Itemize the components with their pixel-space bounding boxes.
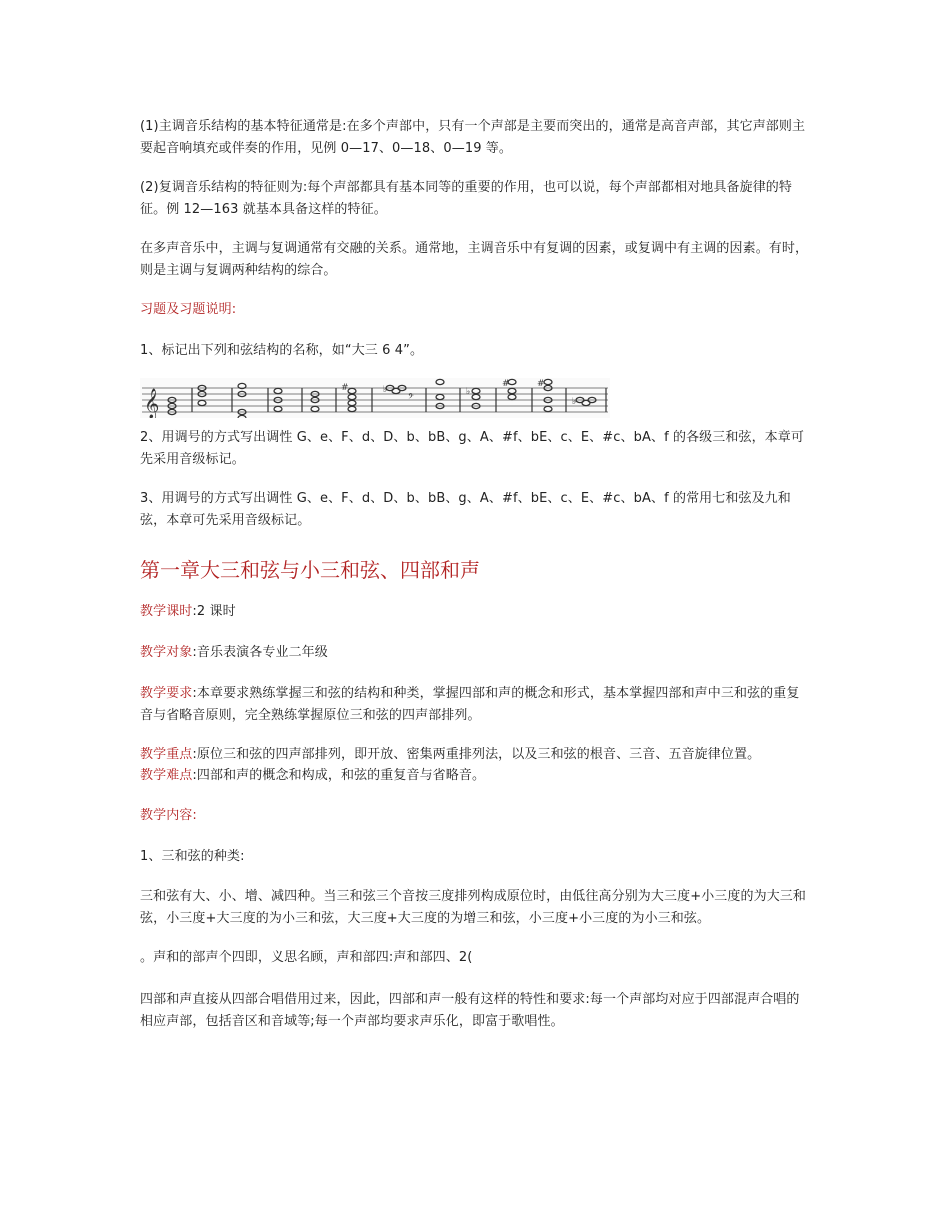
teaching-audience	[140, 642, 812, 664]
paragraph-polyphony: (2)复调音乐结构的特征则为:每个声部都具有基本同等的重要的作用，也可以说，每个声部都相对地具备旋律的特征。例 12—163 就基本具备这样的特征。	[140, 180, 792, 217]
svg-text:♭: ♭	[466, 387, 471, 397]
svg-text:#: #	[537, 379, 545, 389]
section-1-text: 三和弦有大、小、增、减四种。当三和弦三个音按三度排列构成原位时，由低往高分别为大三度+小三度的为大三和弦，小三度+大三度的为小三和弦，大三度+大三度的为增三和弦，小三度+小三度的为小三和弦。	[140, 889, 806, 926]
teaching-hours	[140, 601, 812, 623]
teaching-hours-label: 教学课时	[140, 604, 193, 619]
paragraph-homophony: (1)主调音乐结构的基本特征通常是:在多个声部中，只有一个声部是主要而突出的，通常是高音声部，其它声部则主要起音响填充或伴奏的作用，见例 0—17、0—18、0—19 等。	[140, 119, 806, 156]
teaching-focus-label: 教学重点	[140, 747, 193, 762]
teaching-focus	[140, 744, 812, 766]
teaching-hours-value: :2 课时	[192, 604, 236, 619]
svg-text:𝄢: 𝄢	[408, 393, 414, 403]
teaching-requirement	[140, 683, 812, 727]
teaching-difficulty-value: :四部和声的概念和构成，和弦的重复音与省略音。	[192, 768, 486, 783]
teaching-audience-label: 教学对象	[140, 645, 193, 660]
content-heading: 教学内容:	[140, 808, 197, 823]
chord-notation-image	[140, 378, 610, 418]
section-2-title-reversed: 。声和的部声个四即，义思名顾，声和部四:声和部四、2(	[140, 950, 473, 965]
exercise-heading: 习题及习题说明:	[140, 302, 237, 317]
svg-text:#: #	[502, 379, 510, 389]
chapter-title: 第一章大三和弦与小三和弦、四部和声	[140, 558, 480, 582]
svg-text:♭: ♭	[572, 397, 577, 407]
teaching-difficulty-label: 教学难点	[140, 768, 193, 783]
treble-clef-icon: 𝄞	[144, 389, 160, 418]
svg-text:#: #	[341, 383, 349, 393]
teaching-focus-value: :原位三和弦的四声部排列，即开放、密集两重排列法，以及三和弦的根音、三音、五音旋律位置。	[192, 747, 761, 762]
teaching-requirement-label: 教学要求	[140, 686, 193, 701]
exercise-1: 1、标记出下列和弦结构的名称，如“大三 6 4”。	[140, 343, 424, 358]
teaching-audience-value: :音乐表演各专业二年级	[192, 645, 328, 660]
section-1-title: 1、三和弦的种类:	[140, 849, 245, 864]
paragraph-fusion: 在多声音乐中，主调与复调通常有交融的关系。通常地，主调音乐中有复调的因素，或复调中有主调的因素。有时，则是主调与复调两种结构的综合。	[140, 241, 809, 278]
svg-text:♭: ♭	[383, 385, 388, 395]
exercise-3: 3、用调号的方式写出调性 G、e、F、d、D、b、bB、g、A、#f、bE、c、E、#c、bA、f 的常用七和弦及九和弦，本章可先采用音级标记。	[140, 491, 791, 528]
section-2-text: 四部和声直接从四部合唱借用过来，因此，四部和声一般有这样的特性和要求:每一个声部均对应于四部混声合唱的相应声部，包括音区和音域等;每一个声部均要求声乐化，即富于歌唱性。	[140, 992, 800, 1029]
teaching-requirement-value: :本章要求熟练掌握三和弦的结构和种类，掌握四部和声的概念和形式，基本掌握四部和声中三和弦的重复音与省略音原则，完全熟练掌握原位三和弦的四声部排列。	[140, 686, 800, 723]
exercise-2: 2、用调号的方式写出调性 G、e、F、d、D、b、bB、g、A、#f、bE、c、E、#c、bA、f 的各级三和弦，本章可先采用音级标记。	[140, 430, 804, 467]
teaching-difficulty	[140, 765, 812, 787]
